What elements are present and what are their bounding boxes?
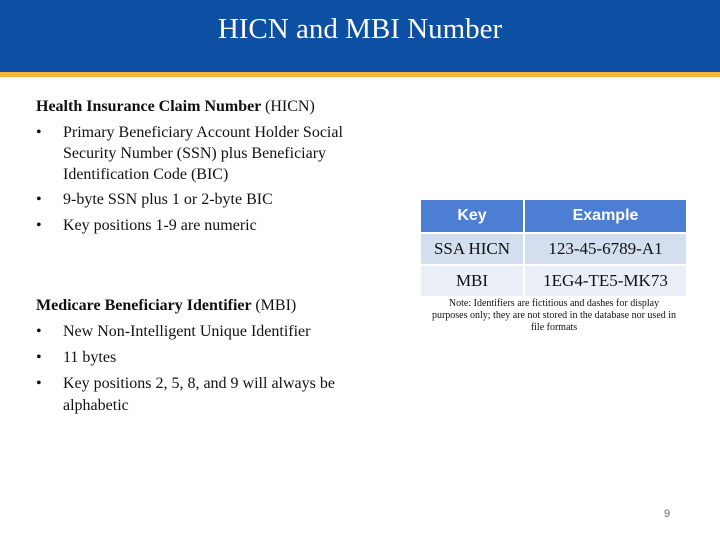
mbi-heading-text: Medicare Beneficiary Identifier — [36, 297, 256, 314]
list-item-text: New Non-Intelligent Unique Identifier — [63, 323, 311, 340]
column-header-example: Example — [524, 200, 686, 233]
list-item — [36, 215, 396, 237]
hicn-heading-text: Health Insurance Claim Number — [36, 98, 266, 115]
title-divider — [0, 72, 720, 77]
bullet-icon: • — [36, 191, 42, 208]
page-number: 9 — [664, 508, 671, 520]
table-cell-key: MBI — [421, 265, 524, 296]
list-item-text: Primary Beneficiary Account Holder Social Security Number (SSN) plus Beneficiary Identification Code (BIC) — [63, 124, 343, 183]
list-item-text: Key positions 2, 5, 8, and 9 will always be alphabetic — [63, 375, 335, 414]
slide-title: HICN and MBI Number — [217, 12, 503, 45]
list-item-text: 9-byte SSN plus 1 or 2-byte BIC — [63, 191, 273, 208]
list-item-text: 11 bytes — [63, 349, 117, 366]
bullet-icon: • — [36, 375, 42, 392]
bullet-icon: • — [36, 349, 42, 366]
hicn-bullet-list — [36, 122, 396, 237]
list-item — [36, 321, 396, 343]
list-item-text: Key positions 1-9 are numeric — [63, 217, 257, 234]
identifier-example-table — [421, 200, 686, 296]
bullet-icon: • — [36, 124, 42, 141]
list-item — [36, 347, 396, 369]
table-cell-example: 1EG4-TE5-MK73 — [524, 265, 686, 296]
title-bar — [0, 0, 720, 72]
hicn-heading-abbr: (HICN) — [265, 98, 315, 115]
bullet-icon: • — [36, 217, 42, 234]
mbi-bullet-list — [36, 321, 396, 417]
hicn-heading — [36, 96, 396, 118]
mbi-heading-abbr: (MBI) — [255, 297, 297, 314]
list-item — [36, 373, 396, 417]
table-row — [421, 233, 686, 265]
bullet-icon: • — [36, 323, 42, 340]
list-item — [36, 189, 396, 211]
table-cell-example: 123-45-6789-A1 — [524, 233, 686, 265]
table-cell-key: SSA HICN — [421, 233, 524, 265]
hicn-section — [36, 96, 396, 237]
table-row — [421, 265, 686, 296]
column-header-key: Key — [421, 200, 524, 233]
mbi-heading — [36, 295, 396, 317]
list-item — [36, 122, 396, 185]
footnote: Note: Identifiers are fictitious and dashes for display purposes only; they are not stored in the database nor used in file formats — [431, 298, 677, 333]
table-header-row — [421, 200, 686, 233]
mbi-section — [36, 295, 396, 417]
